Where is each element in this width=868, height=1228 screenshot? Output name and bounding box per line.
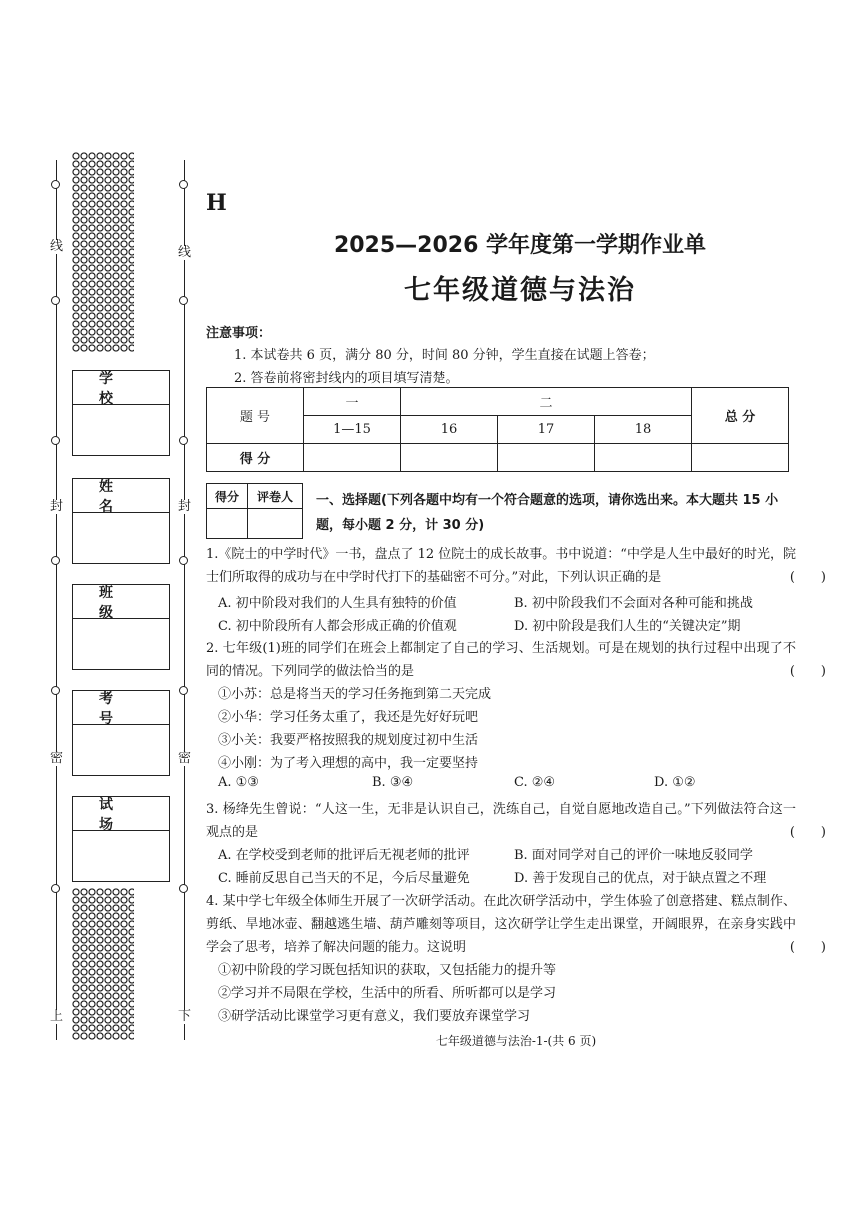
field-label: 班级 [73,585,169,619]
grader-reviewer-label: 评卷人 [248,484,303,509]
column-header: 17 [498,416,595,444]
question-4-stem: 4. 某中学七年级全体师生开展了一次研学活动。在此次研学活动中，学生体验了创意搭建、糕点制作、剪纸、旱地冰壶、翻越逃生墙、葫芦雕刻等项目，这次研学让学生走出课堂，开阔眼界，在亲身实践中学会了思考，培养了解决问题的能力。这说明 [206,894,796,955]
question-3-stem: 3. 杨绛先生曾说：“人这一生，无非是认识自己，洗练自己，自觉自愿地改造自己。”下列做法符合这一观点的是 [206,802,796,840]
binding-ring [51,296,60,305]
field-label: 考号 [73,691,169,725]
score-label: 得 分 [207,444,304,472]
statement-item: ④小刚：为了考入理想的高中，我一定要坚持 [218,756,479,771]
score-cell[interactable] [692,444,789,472]
notice-title: 注意事项： [206,326,272,341]
score-cell[interactable] [498,444,595,472]
field-label: 试场 [73,797,169,831]
binding-ring [179,296,188,305]
grader-reviewer-cell[interactable] [248,509,303,539]
binding-ring [179,180,188,189]
binding-char: 线 [50,239,64,254]
statement-item: ①初中阶段的学习既包括知识的获取，又包括能力的提升等 [218,963,557,978]
binding-ring [179,436,188,445]
dot-pattern [72,888,134,1040]
binding-char: 线 [178,245,192,260]
option: B. 面对同学对自己的评价一味地反驳同学 [514,848,753,863]
option: B. 初中阶段我们不会面对各种可能和挑战 [514,596,753,611]
binding-char: 上 [50,1009,64,1024]
binding-ring [179,556,188,565]
binding-ring [51,436,60,445]
answer-bracket[interactable]: ( ) [789,664,826,679]
column-header: 16 [401,416,498,444]
title-subject: 七年级道德与法治 [404,275,636,306]
binding-ring [51,884,60,893]
page-footer: 七年级道德与法治-1-(共 6 页) [435,1034,597,1048]
dot-pattern [72,152,134,352]
field-school[interactable] [72,370,170,456]
question-2-stem: 2. 七年级(1)班的同学们在班会上都制定了自己的学习、生活规划。可是在规划的执行过程中出现了不同的情况。下列同学的做法恰当的是 [206,641,796,679]
column-header: 18 [595,416,692,444]
section-one-heading: 一、选择题(下列各题中均有一个符合题意的选项，请你选出来。本大题共 15 小题，每小题 2 分，计 30 分) [316,493,779,533]
field-class[interactable] [72,584,170,670]
binding-line-left [56,160,57,1040]
question-1-stem: 1.《院士的中学时代》一书，盘点了 12 位院士的成长故事。书中说道：“中学是人生中最好的时光，院士们所取得的成功与在中学时代打下的基础密不可分。”对此，下列认识正确的是 [206,547,796,585]
option: A. 初中阶段对我们的人生具有独特的价值 [218,596,457,611]
option: D. 善于发现自己的优点，对于缺点置之不理 [514,871,767,886]
statement-item: ②学习并不局限在学校，生活中的所看、所听都可以是学习 [218,986,557,1001]
field-label: 学校 [73,371,169,405]
answer-bracket[interactable]: ( ) [789,940,826,955]
binding-char: 密 [50,751,64,766]
field-label: 姓名 [73,479,169,513]
statement-item: ③研学活动比课堂学习更有意义，我们要放弃课堂学习 [218,1009,531,1024]
binding-char: 封 [178,499,192,514]
score-cell[interactable] [595,444,692,472]
option: C. ②④ [514,775,556,790]
option: D. 初中阶段是我们人生的“关键决定”期 [514,619,741,634]
field-exam-number[interactable] [72,690,170,776]
statement-item: ③小关：我要严格按照我的规划度过初中生活 [218,733,479,748]
row-header: 题 号 [207,388,304,444]
notice-item: 2. 答卷前将密封线内的项目填写清楚。 [234,371,459,386]
binding-char: 密 [178,751,192,766]
binding-line-right [184,160,185,1040]
binding-ring [51,180,60,189]
binding-char: 封 [50,499,64,514]
field-exam-room[interactable] [72,796,170,882]
option: A. 在学校受到老师的批评后无视老师的批评 [218,848,470,863]
paper-code: H [206,190,227,216]
option: C. 睡前反思自己当天的不足，今后尽量避免 [218,871,470,886]
binding-ring [179,686,188,695]
grader-score-label: 得分 [207,484,248,509]
binding-ring [51,686,60,695]
score-cell[interactable] [401,444,498,472]
binding-ring [179,884,188,893]
score-cell[interactable] [304,444,401,472]
binding-ring [51,556,60,565]
statement-item: ②小华：学习任务太重了，我还是先好好玩吧 [218,710,479,725]
option: C. 初中阶段所有人都会形成正确的价值观 [218,619,457,634]
notice-item: 1. 本试卷共 6 页，满分 80 分，时间 80 分钟，学生直接在试题上答卷； [234,348,655,363]
field-name[interactable] [72,478,170,564]
group-one-header: 一 [304,388,401,416]
statement-item: ①小苏：总是将当天的学习任务拖到第二天完成 [218,687,492,702]
answer-bracket[interactable]: ( ) [789,570,826,585]
total-header: 总 分 [692,388,789,444]
group-two-header: 二 [401,388,692,416]
answer-bracket[interactable]: ( ) [789,825,826,840]
binding-char: 下 [178,1009,192,1024]
option: A. ①③ [218,775,259,790]
option: B. ③④ [372,775,414,790]
grader-score-cell[interactable] [207,509,248,539]
column-header: 1—15 [304,416,401,444]
score-table [206,387,789,472]
grader-box [206,483,303,539]
title-year: 2025—2026 学年度第一学期作业单 [333,233,707,258]
option: D. ①② [654,775,696,790]
